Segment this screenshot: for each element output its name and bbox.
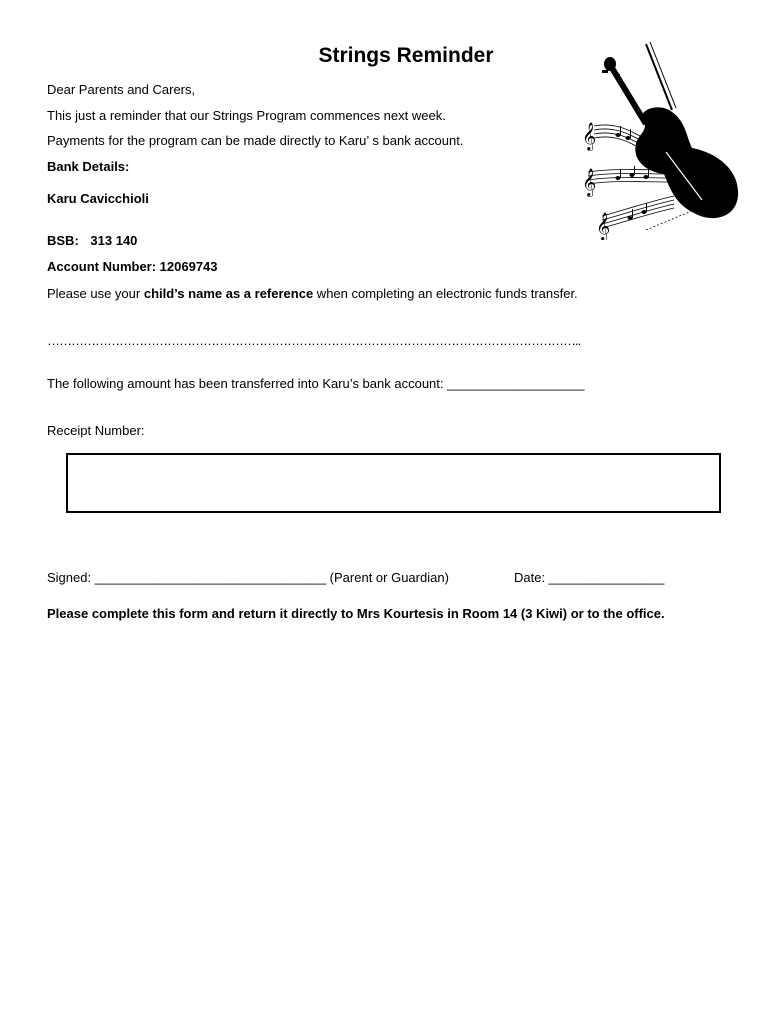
bsb-label: BSB: [47, 233, 79, 248]
bsb-row [47, 233, 137, 249]
page-title: Strings Reminder [318, 44, 494, 67]
footer-instruction: Please complete this form and return it directly to Mrs Kourtesis in Room 14 (3 Kiwi) or to the office. [47, 606, 665, 621]
amount-line[interactable]: The following amount has been transferred into Karu’s bank account: ___________________ [47, 376, 585, 391]
reference-instruction [47, 286, 578, 302]
receipt-number-box[interactable] [66, 453, 721, 513]
signature-line[interactable]: Signed: ________________________________ (Parent or Guardian) [47, 570, 449, 585]
account-number: Account Number: 12069743 [47, 259, 218, 274]
violin-illustration [574, 40, 744, 240]
svg-text:𝄞: 𝄞 [582, 122, 597, 150]
bsb-value: 313 140 [90, 233, 138, 248]
reference-suffix: when completing an electronic funds transfer. [313, 286, 578, 301]
account-name: Karu Cavicchioli [47, 191, 149, 206]
cut-line: …………………………………………………………………………………………………………………….. [47, 333, 581, 348]
reference-bold: child’s name as a reference [143, 286, 314, 301]
reference-prefix: Please use your [47, 286, 144, 301]
bank-details-label: Bank Details: [47, 159, 130, 174]
intro-line: This just a reminder that our Strings Program commences next week. [47, 108, 446, 123]
svg-text:𝄞: 𝄞 [582, 168, 597, 196]
payment-line: Payments for the program can be made directly to Karu’ s bank account. [47, 133, 464, 148]
svg-text:𝄞: 𝄞 [596, 212, 611, 240]
greeting: Dear Parents and Carers, [47, 82, 196, 97]
date-line[interactable]: Date: ________________ [514, 570, 665, 585]
receipt-label: Receipt Number: [47, 423, 145, 438]
